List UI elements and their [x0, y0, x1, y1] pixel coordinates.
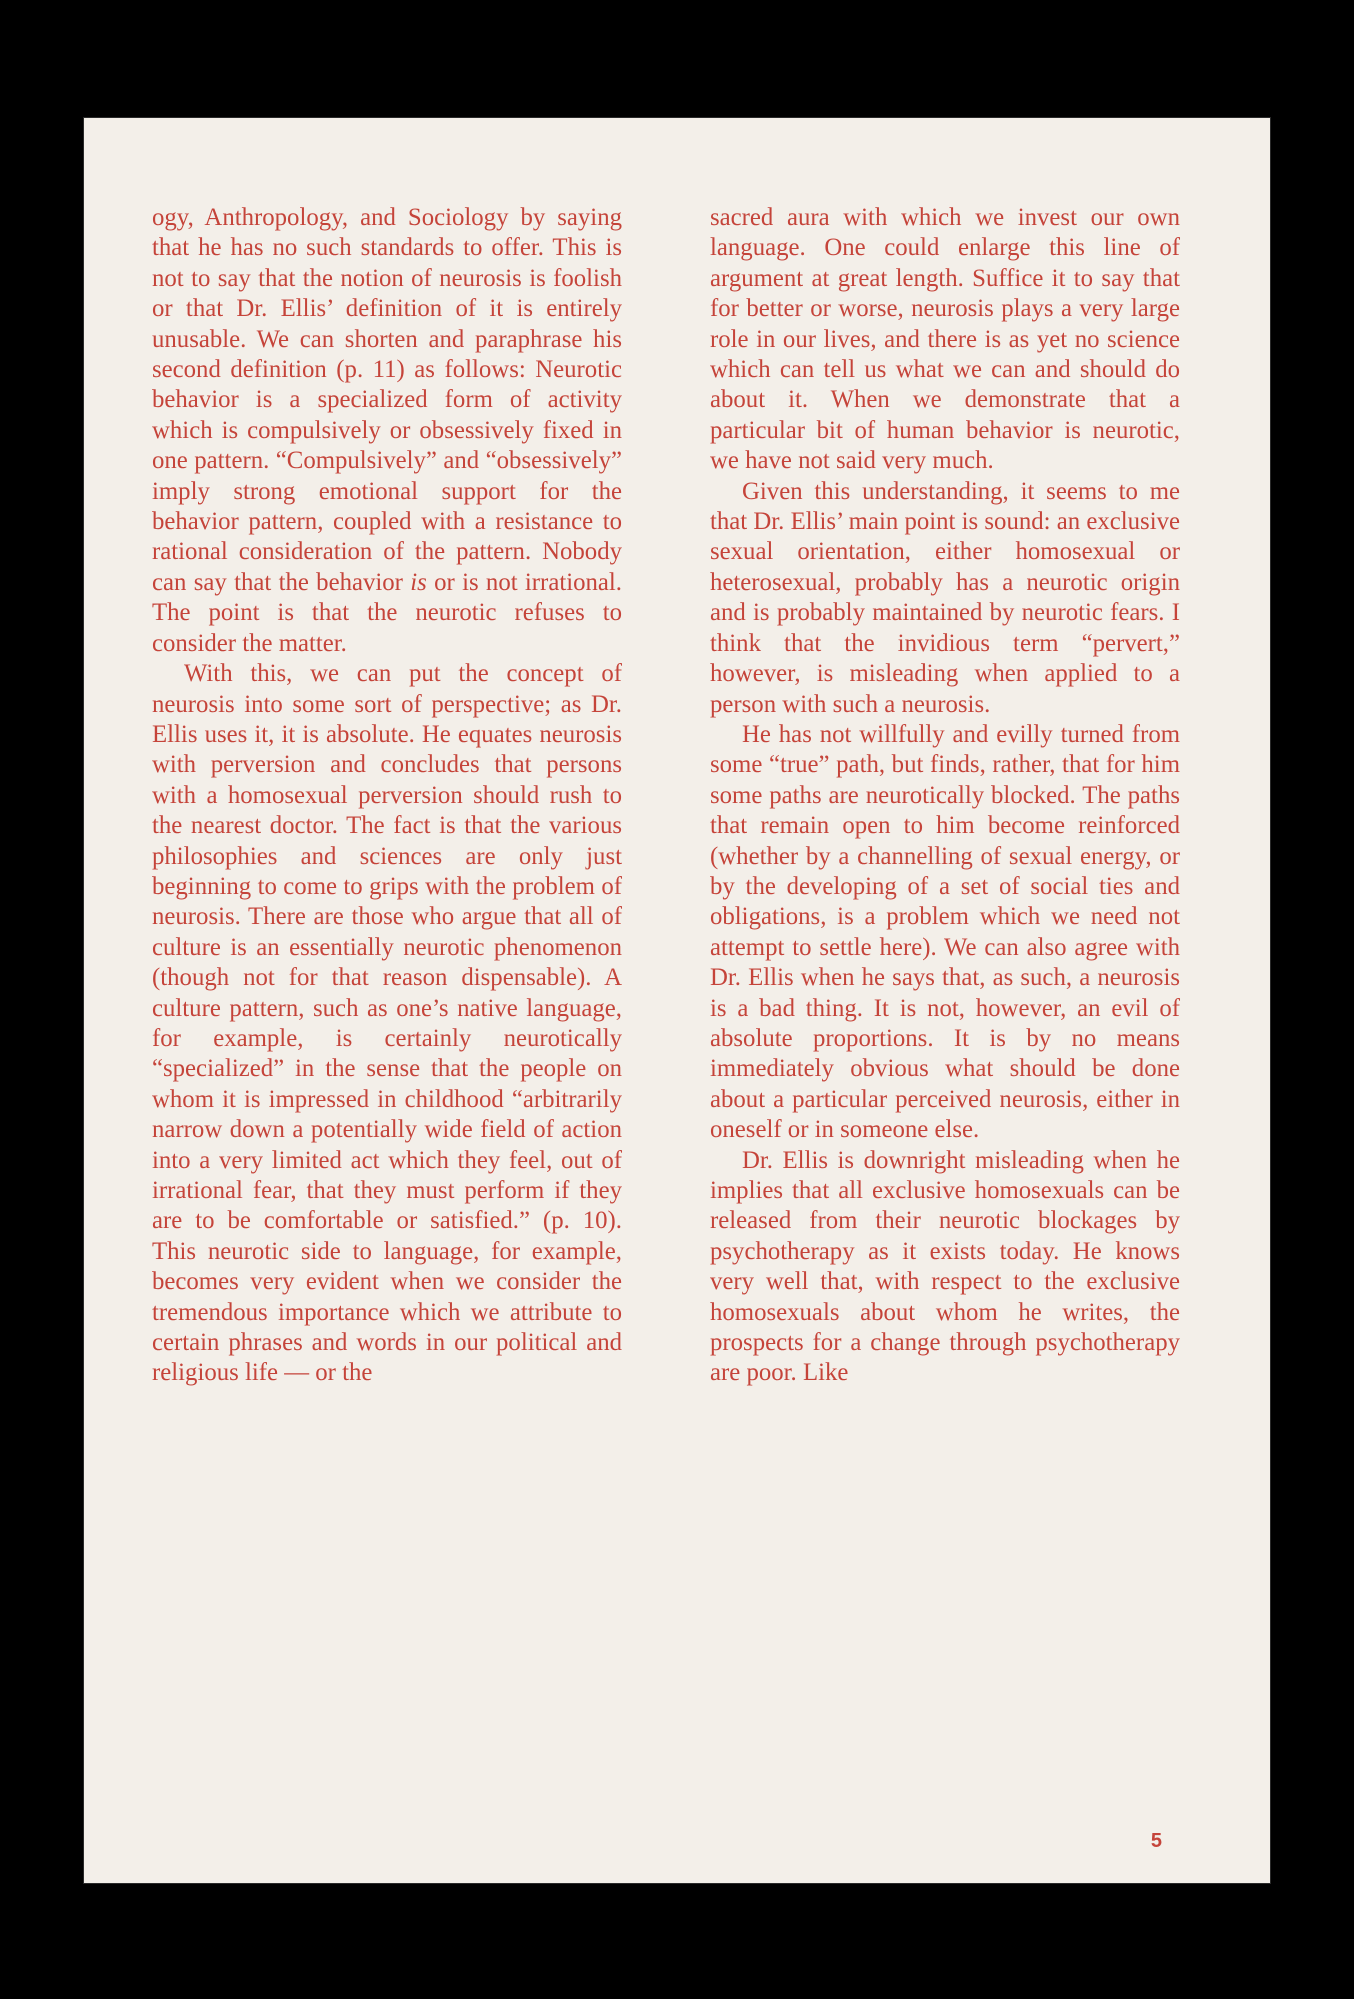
- paragraph-text: ogy, Anthropology, and Sociology by saying that he has no such standards to offer. This is not to say that the notion of neurosis is foolish or that Dr. Ellis’ definition of it is entirely unusable. We can shorten and paraphrase his second definition (p. 11) as follows: Neurotic behavior is a specialized form of activity which is compulsively or obsessively fixed in one pattern. “Compulsively” and “obsessively” imply strong emotional support for the behavior pattern, coupled with a resistance to rational consideration of the pattern. Nobody can say that the behavior: [152, 204, 622, 596]
- paragraph: Dr. Ellis is downright misleading when he implies that all exclusive homosexuals can be released from their neurotic blockages by psychotherapy as it exists today. He knows very well that, with respect to the exclusive homosexuals about whom he writes, the prospects for a change through psychotherapy are poor. Like: [710, 1146, 1180, 1387]
- paragraph: With this, we can put the concept of neurosis into some sort of perspective; as Dr. Ellis uses it, it is absolute. He equates neurosis with perversion and concludes that persons with a homosexual perversion should rush to the nearest doctor. The fact is that the various philosophies and sciences are only just beginning to come to grips with the problem of neurosis. There are those who argue that all of culture is an essentially neurotic phenomenon (though not for that reason dispensable). A culture pattern, such as one’s native language, for example, is certainly neurotically “specialized” in the sense that the people on whom it is impressed in childhood “arbitrarily narrow down a potentially wide field of action into a very limited act which they feel, out of irrational fear, that they must perform if they are to be comfortable or satisfied.” (p. 10). This neurotic side to language, for example, becomes very evident when we consider the tremendous importance which we attribute to certain phrases and words in our political and religious life — or the: [152, 660, 622, 1387]
- page-number: 5: [1150, 1830, 1162, 1852]
- paragraph: He has not willfully and evilly turned from some “true” path, but finds, rather, that for him some paths are neurotically blocked. The paths that remain open to him become reinforced (whether by a channelling of sexual energy, or by the developing of a set of social ties and obligations, is a problem which we need not attempt to settle here). We can also agree with Dr. Ellis when he says that, as such, a neurosis is a bad thing. It is not, however, an evil of absolute proportions. It is by no means immediately obvious what should be done about a particular perceived neurosis, either in oneself or in someone else.: [710, 720, 1180, 1144]
- emphasis-text: is: [410, 568, 427, 596]
- left-text-column: [152, 203, 622, 1389]
- document-page: [84, 118, 1270, 1883]
- paragraph: sacred aura with which we invest our own language. One could enlarge this line of argument at great length. Suffice it to say that for better or worse, neurosis plays a very large role in our lives, and there is as yet no science which can tell us what we can and should do about it. When we demonstrate that a particular bit of human behavior is neurotic, we have not said very much.: [710, 204, 1180, 475]
- paragraph-text: or is not irrational. The point is that the neurotic refuses to consider the matter.: [152, 568, 622, 657]
- paragraph: [152, 203, 622, 659]
- paragraph: Given this understanding, it seems to me that Dr. Ellis’ main point is sound: an exclusive sexual orientation, either homosexual or heterosexual, probably has a neurotic origin and is probably maintained by neurotic fears. I think that the invidious term “pervert,” however, is misleading when applied to a person with such a neurosis.: [710, 477, 1180, 718]
- right-text-column: [710, 203, 1180, 1389]
